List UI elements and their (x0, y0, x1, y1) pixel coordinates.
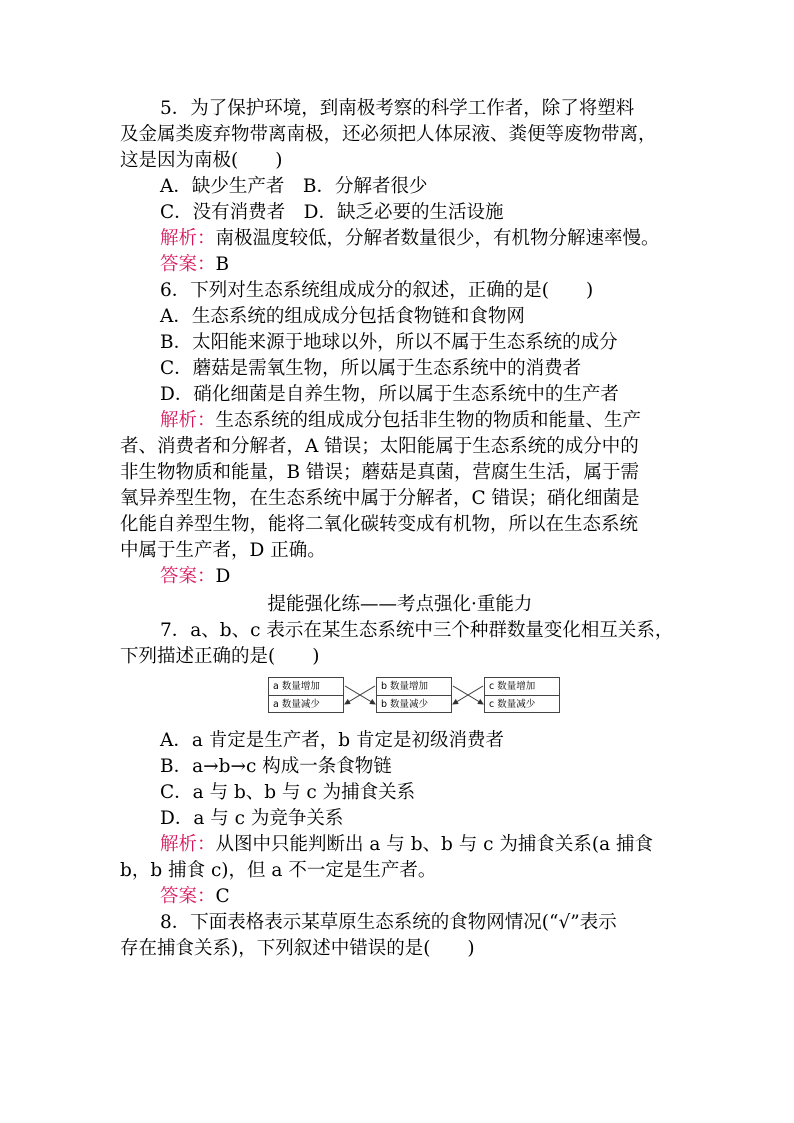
q5-answer-value: B (215, 254, 230, 275)
section-title: 提能强化练——考点强化·重能力 (267, 594, 533, 615)
q6-answer-label: 答案： (160, 566, 216, 587)
q5-answer (160, 252, 720, 278)
q6-option-c: C．蘑菇是需氧生物，所以属于生态系统中的消费者 (160, 358, 582, 379)
diagram-box-b-increase: b 数量增加 (377, 678, 451, 696)
q6-answer-value: D (215, 566, 231, 587)
diagram-box-a-increase: a 数量增加 (269, 678, 343, 696)
q7-analysis-line-2: b，b 捕食 c)，但 a 不一定是生产者。 (120, 860, 437, 881)
diagram-box-c-increase: c 数量增加 (485, 678, 559, 696)
q5-stem-line-1: 5．为了保护环境，到南极考察的科学工作者，除了将塑料 (160, 98, 635, 119)
q7-answer-label: 答案： (160, 886, 216, 907)
q5-options-line-1: A．缺少生产者 B．分解者很少 (160, 176, 428, 197)
q6-analysis-line-5: 化能自养型生物，能将二氧化碳转变成有机物，所以在生态系统 (120, 514, 639, 535)
diagram-arrows (268, 677, 560, 715)
q6-analysis-line-3: 非生物物质和能量，B 错误；蘑菇是真菌，营腐生生活，属于需 (120, 462, 639, 483)
q8-stem-line-2: 存在捕食关系)，下列叙述中错误的是( ) (120, 938, 475, 959)
q6-answer (160, 564, 720, 590)
diagram-box-a-decrease: a 数量减少 (273, 699, 320, 710)
q5-answer-label: 答案： (160, 254, 216, 275)
q7-answer-value: C (215, 886, 230, 907)
q5-stem-line-3: 这是因为南极( ) (120, 150, 283, 171)
q8-stem-line-1: 8．下面表格表示某草原生态系统的食物网情况(“√”表示 (160, 912, 617, 933)
q7-stem-line-1: 7．a、b、c 表示在某生态系统中三个种群数量变化相互关系， (160, 620, 674, 641)
population-relationship-diagram (268, 677, 560, 715)
q7-analysis-text: 从图中只能判断出 a 与 b、b 与 c 为捕食关系(a 捕食 (215, 834, 654, 855)
q7-option-a: A．a 肯定是生产者，b 肯定是初级消费者 (160, 730, 504, 751)
q7-option-c: C．a 与 b、b 与 c 为捕食关系 (160, 782, 416, 803)
q6-analysis-line-2: 者、消费者和分解者，A 错误；太阳能属于生态系统的成分中的 (120, 436, 639, 457)
q6-analysis-label: 解析： (160, 410, 216, 431)
q7-option-d: D．a 与 c 为竞争关系 (160, 808, 344, 829)
q6-stem: 6．下列对生态系统组成成分的叙述，正确的是( ) (160, 280, 594, 301)
q7-option-b: B．a→b→c 构成一条食物链 (160, 756, 392, 777)
q5-stem-line-2: 及金属类废弃物带离南极，还必须把人体尿液、粪便等废物带离， (120, 124, 657, 145)
q6-option-b: B．太阳能来源于地球以外，所以不属于生态系统的成分 (160, 332, 618, 353)
q5-analysis (160, 226, 720, 252)
q6-analysis-line-4: 氧异养型生物，在生态系统中属于分解者，C 错误；硝化细菌是 (120, 488, 640, 509)
q5-analysis-label: 解析： (160, 228, 216, 249)
q5-analysis-text: 南极温度较低，分解者数量很少，有机物分解速率慢。 (215, 228, 660, 249)
q7-stem-line-2: 下列描述正确的是( ) (120, 646, 320, 667)
q6-analysis-line-6: 中属于生产者，D 正确。 (120, 540, 326, 561)
q6-analysis-text: 生态系统的组成成分包括非生物的物质和能量、生产 (215, 410, 642, 431)
diagram-box-b-decrease: b 数量减少 (381, 699, 429, 710)
q7-analysis-first (160, 832, 720, 858)
diagram-box-c-decrease: c 数量减少 (489, 699, 536, 710)
q6-option-d: D．硝化细菌是自养生物，所以属于生态系统中的生产者 (160, 384, 619, 405)
q7-analysis-label: 解析： (160, 834, 216, 855)
q6-analysis-first (160, 408, 720, 434)
q6-option-a: A．生态系统的组成成分包括食物链和食物网 (160, 306, 525, 327)
q5-options-line-2: C．没有消费者 D．缺乏必要的生活设施 (160, 202, 504, 223)
q7-answer (160, 884, 720, 910)
